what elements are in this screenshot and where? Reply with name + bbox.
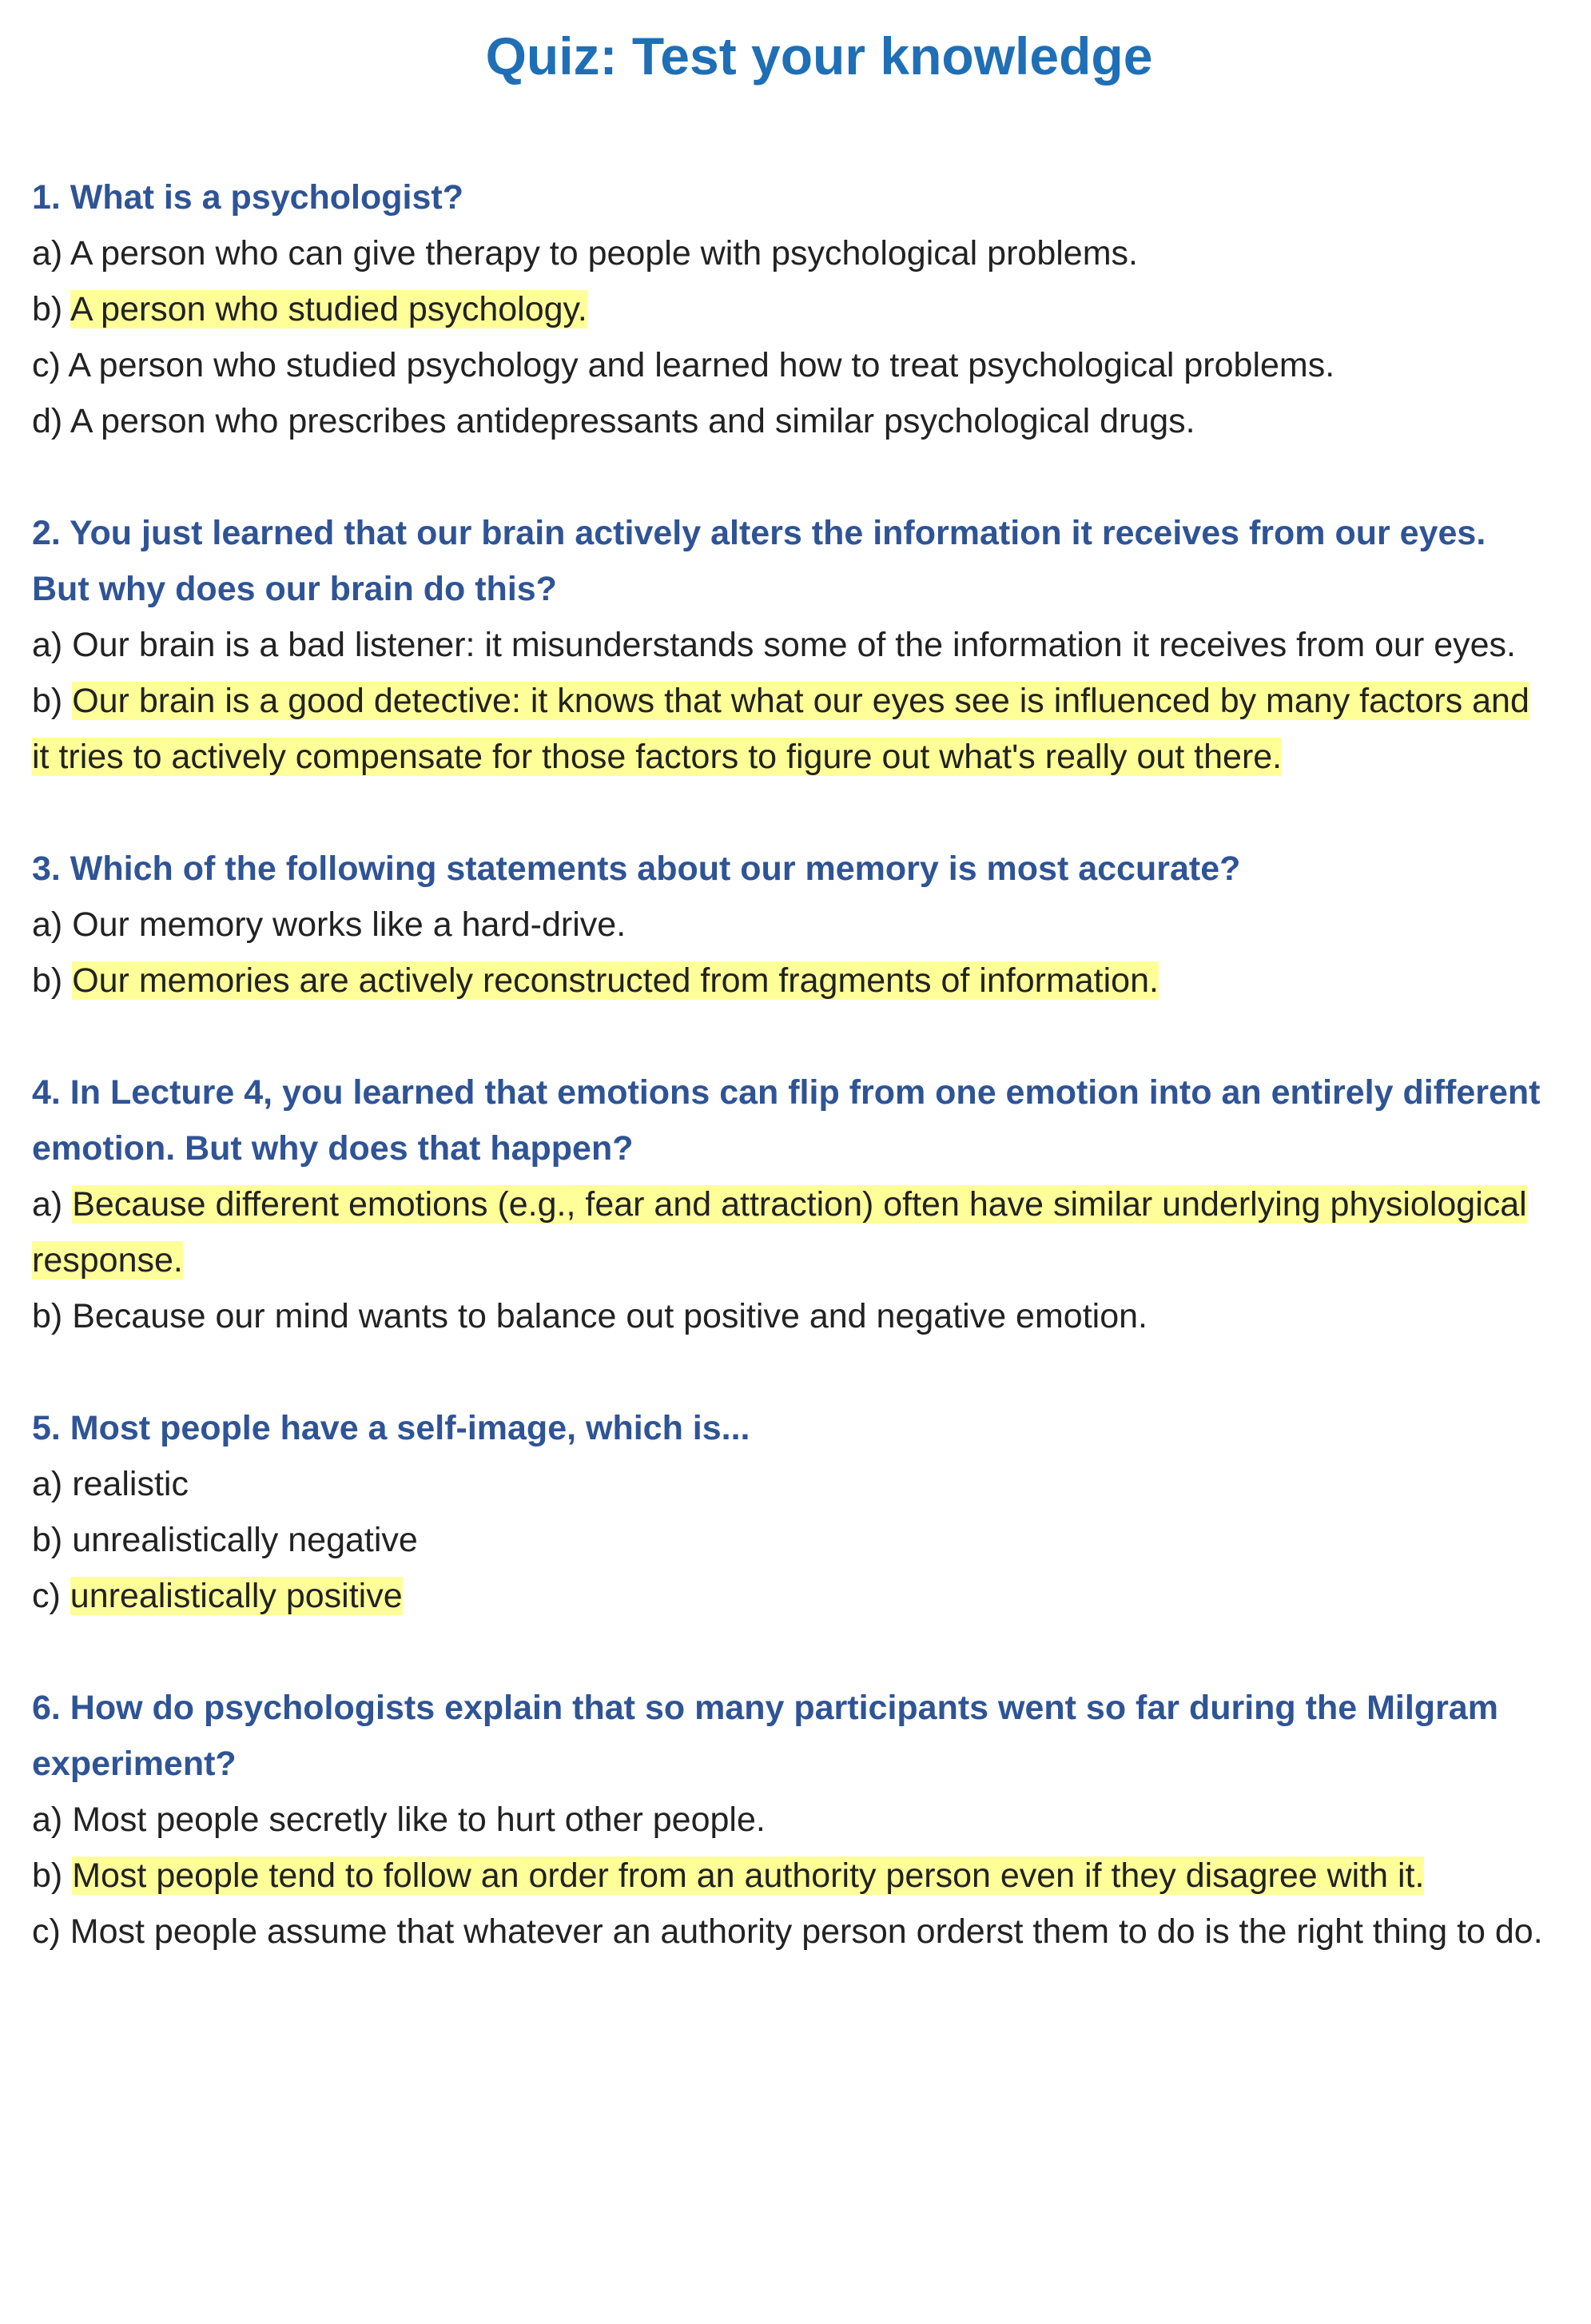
option-text: realistic — [72, 1465, 189, 1503]
option-letter: c) — [32, 346, 61, 384]
option-text: A person who can give therapy to people with psychological problems. — [70, 234, 1138, 273]
option-text-highlighted: Because different emotions (e.g., fear and attraction) often have similar underlying physiological response. — [32, 1185, 1527, 1279]
option-letter: d) — [32, 402, 63, 440]
option-text-highlighted: Most people tend to follow an order from an authority person even if they disagree with it. — [72, 1856, 1425, 1895]
question-text: 4. In Lecture 4, you learned that emotions can flip from one emotion into an entirely different emotion. But why does that happen? — [32, 1073, 1541, 1168]
option-6c — [32, 1904, 1550, 1960]
option-text: Because our mind wants to balance out positive and negative emotion. — [72, 1297, 1148, 1335]
option-1b-answer — [32, 281, 1550, 337]
option-text: Our brain is a bad listener: it misunderstands some of the information it receives from our eyes. — [72, 626, 1516, 664]
option-text: Most people assume that whatever an authority person orderst them to do is the right thing to do. — [70, 1912, 1543, 1951]
option-letter: a) — [32, 1465, 63, 1503]
option-6a — [32, 1792, 1550, 1848]
question-text: 1. What is a psychologist? — [32, 178, 463, 217]
option-5c-answer — [32, 1568, 1550, 1624]
option-5a — [32, 1456, 1550, 1512]
option-letter: a) — [32, 1185, 63, 1224]
question-5 — [32, 1400, 1550, 1624]
option-text: A person who prescribes antidepressants and similar psychological drugs. — [70, 402, 1195, 440]
question-3 — [32, 841, 1550, 1009]
document-page — [32, 0, 1550, 2016]
option-text: Most people secretly like to hurt other people. — [72, 1801, 766, 1839]
option-2a — [32, 617, 1550, 673]
question-1 — [32, 169, 1550, 449]
question-text: 5. Most people have a self-image, which is... — [32, 1409, 750, 1447]
option-4b — [32, 1288, 1550, 1344]
question-text: 6. How do psychologists explain that so many participants went so far during the Milgram experiment? — [32, 1689, 1498, 1783]
option-5b — [32, 1512, 1550, 1568]
option-letter: b) — [32, 1521, 63, 1559]
option-1a — [32, 225, 1550, 281]
option-6b-answer — [32, 1848, 1550, 1904]
question-2 — [32, 505, 1550, 785]
question-4 — [32, 1065, 1550, 1344]
page-title: Quiz: Test your knowledge — [485, 26, 1153, 86]
option-3a — [32, 897, 1550, 953]
option-text: Our memory works like a hard-drive. — [72, 905, 626, 944]
option-letter: b) — [32, 961, 63, 1000]
option-3b-answer — [32, 953, 1550, 1009]
option-2b-answer — [32, 673, 1550, 785]
option-letter: b) — [32, 290, 63, 328]
option-text-highlighted: Our brain is a good detective: it knows that what our eyes see is influenced by many factors and it tries to actively compensate for those factors to figure out what's really out there. — [32, 682, 1529, 776]
option-text: A person who studied psychology and learned how to treat psychological problems. — [68, 346, 1335, 384]
option-text-highlighted: Our memories are actively reconstructed from fragments of information. — [72, 961, 1159, 1000]
option-letter: c) — [32, 1577, 61, 1615]
option-text: unrealistically negative — [72, 1521, 418, 1559]
option-text-highlighted: unrealistically positive — [70, 1577, 403, 1615]
option-letter: a) — [32, 905, 63, 944]
option-1c — [32, 337, 1550, 393]
option-letter: b) — [32, 1856, 63, 1895]
option-text-highlighted: A person who studied psychology. — [70, 290, 587, 328]
question-text: 3. Which of the following statements about our memory is most accurate? — [32, 850, 1241, 888]
option-letter: b) — [32, 682, 63, 720]
option-4a-answer — [32, 1176, 1550, 1288]
option-letter: a) — [32, 626, 63, 664]
question-list — [32, 169, 1550, 1960]
option-1d — [32, 393, 1550, 449]
option-letter: a) — [32, 1801, 63, 1839]
question-6 — [32, 1680, 1550, 1960]
option-letter: b) — [32, 1297, 63, 1335]
option-letter: c) — [32, 1912, 61, 1951]
question-text: 2. You just learned that our brain actively alters the information it receives from our eyes. But why does our brain do this? — [32, 514, 1486, 608]
option-letter: a) — [32, 234, 63, 273]
